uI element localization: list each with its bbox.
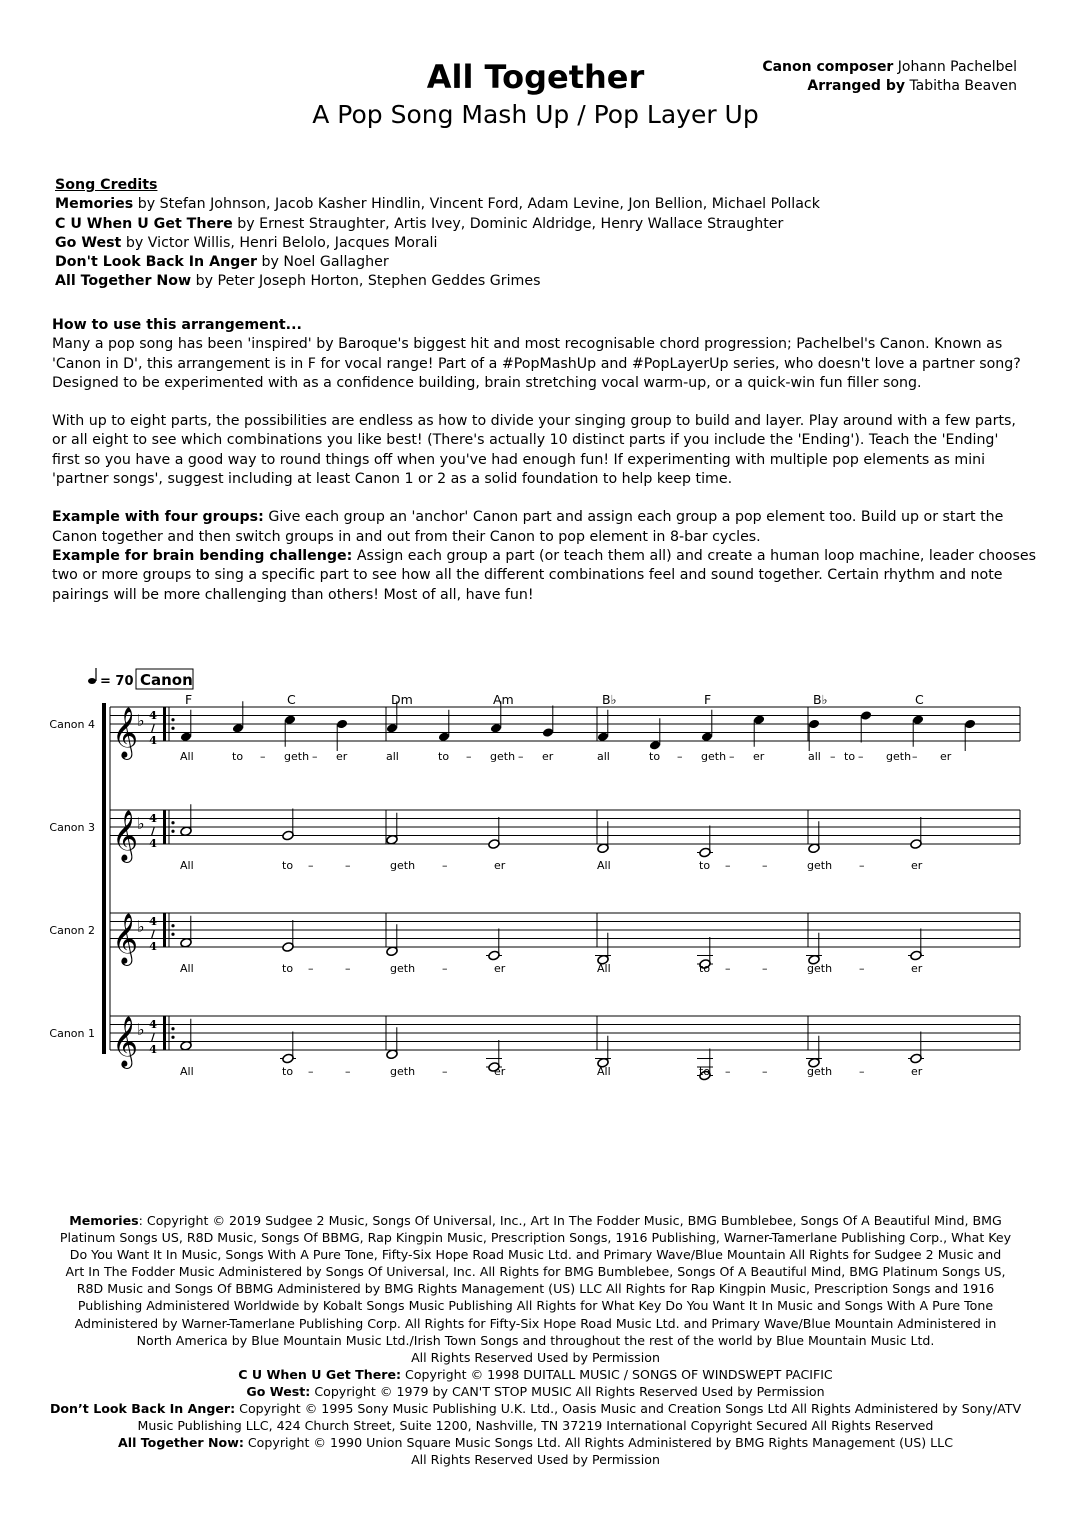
half-note <box>282 809 294 841</box>
copyright-text: Copyright © 1990 Union Square Music Songs Ltd. All Rights Administered by BMG Rights Management (US) LLC <box>243 1435 953 1451</box>
time-signature: 4/4 <box>146 1017 160 1055</box>
copyright-text: Administered by Warner-Tamerlane Publishing Corp. All Rights for Fifty-Six Hope Road Music Ltd. and Primary Wave/Blue Mountain Administered in <box>74 1315 997 1331</box>
lyric-syllable: – <box>308 859 314 872</box>
lyric-syllable: – <box>466 750 472 763</box>
copyright-line <box>0 1451 1071 1468</box>
song-credits-heading: Song Credits <box>55 177 158 193</box>
lyric-syllable: geth <box>390 962 416 975</box>
page-subtitle: A Pop Song Mash Up / Pop Layer Up <box>312 100 759 129</box>
copyright-line <box>0 1280 1071 1297</box>
repeat-dot <box>171 924 174 927</box>
lyric-syllable: geth <box>701 750 727 763</box>
arranger-name: Tabitha Beaven <box>909 78 1017 94</box>
lyric-syllable: – <box>859 962 865 975</box>
repeat-dot <box>171 933 174 936</box>
quarter-note <box>180 710 192 742</box>
lyric-syllable: – <box>762 962 768 975</box>
lyric-syllable: – <box>442 1065 448 1078</box>
copyright-line <box>0 1434 1071 1451</box>
copyright-text: R8D Music and Songs Of BBMG Administered by BMG Rights Management (US) LLC All Rights for Rap Kingpin Music, Prescription Songs and 1916 <box>76 1281 995 1297</box>
part-name: Canon 3 <box>49 821 95 834</box>
song-credit-item <box>55 195 820 214</box>
quarter-note <box>808 719 820 751</box>
lyric-syllable: to <box>699 859 711 872</box>
chord-symbol: C <box>287 692 296 707</box>
text-line <box>52 586 1036 605</box>
lyric-syllable: – <box>345 962 351 975</box>
lyric-syllable: er <box>494 859 506 872</box>
text-line: 'partner songs', suggest including at least Canon 1 or 2 as a solid foundation to help keep time. <box>52 471 733 488</box>
lyric-syllable: to <box>438 750 450 763</box>
composer-credits <box>762 58 1017 96</box>
copyright-text: North America by Blue Mountain Music Ltd./Irish Town Songs and throughout the rest of the world by Blue Mountain Music Ltd. <box>136 1332 935 1348</box>
lyric-syllable: to <box>282 962 294 975</box>
lyric-syllable: er <box>494 1065 506 1078</box>
staff-canon-3 <box>49 804 1020 872</box>
song-name: Go West <box>55 234 122 251</box>
lyric-syllable: to <box>282 859 294 872</box>
half-note <box>386 1027 398 1059</box>
copyright-line <box>0 1229 1071 1246</box>
song-credit-item <box>55 272 820 291</box>
copyright-line <box>0 1263 1071 1280</box>
example-four-groups <box>52 508 1036 547</box>
quarter-note <box>232 701 244 733</box>
staff-canon-2 <box>49 913 1020 975</box>
treble-clef-icon: 𝄞 <box>112 707 139 758</box>
copyright-text: Music Publishing LLC, 424 Church Street, Suite 1200, Nashville, TN 37219 International Copyright Secured All Rights Reserved <box>137 1418 934 1434</box>
lyric-syllable: – <box>308 962 314 975</box>
quarter-note <box>284 714 296 746</box>
copyright-text: All Rights Reserved Used by Permission <box>411 1349 660 1365</box>
copyright-text: Copyright © 1998 DUITALL MUSIC / SONGS OF WINDSWEPT PACIFIC <box>401 1366 833 1382</box>
quarter-note <box>597 710 609 742</box>
repeat-barline <box>163 913 166 947</box>
part-name: Canon 2 <box>49 924 95 937</box>
copyright-line <box>0 1315 1071 1332</box>
page-title: All Together <box>426 58 645 96</box>
lyric-syllable: geth <box>390 859 416 872</box>
example-brain-bending <box>52 547 1036 605</box>
quarter-note <box>649 718 661 750</box>
half-note <box>808 821 820 853</box>
text-line <box>52 566 1036 585</box>
copyright-text: : Copyright © 2019 Sudgee 2 Music, Songs Of Universal, Inc., Art In The Fodder Music, BMG Bumblebee, Songs Of A Beautiful Mind, BMG <box>138 1213 1002 1228</box>
quarter-note <box>701 710 713 742</box>
song-name: C U When U Get There <box>55 215 233 232</box>
lyric-syllable: er <box>911 859 923 872</box>
repeat-barline <box>163 1016 166 1050</box>
half-note <box>908 1032 924 1064</box>
text-line: Many a pop song has been 'inspired' by Baroque's biggest hit and most recognisable chord progression; Pachelbel's Canon. Known as <box>52 336 1003 353</box>
lyric-syllable: – <box>260 750 266 763</box>
repeat-dot <box>171 718 174 721</box>
song-writers: by Ernest Straughter, Artis Ivey, Dominic Aldridge, Henry Wallace Straughter <box>232 215 784 232</box>
composer-label: Canon composer <box>762 59 894 75</box>
song-credit-item <box>55 215 820 234</box>
quarter-note <box>336 719 348 751</box>
copyright-song: Memories <box>69 1213 139 1228</box>
lyric-syllable: – <box>677 750 683 763</box>
song-writers: by Stefan Johnson, Jacob Kasher Hindlin, Vincent Ford, Adam Levine, Jon Bellion, Michael Pollack <box>133 196 820 213</box>
repeat-barline <box>163 810 166 844</box>
lyric-syllable: all <box>808 750 821 763</box>
half-note <box>908 929 924 961</box>
lyric-syllable: – <box>725 859 731 872</box>
flat-key-signature-icon: ♭ <box>137 711 145 730</box>
flat-key-signature-icon: ♭ <box>137 917 145 936</box>
lyric-syllable: – <box>345 859 351 872</box>
half-note <box>910 817 922 849</box>
part-name: Canon 4 <box>49 718 95 731</box>
song-name: All Together Now <box>55 273 192 290</box>
lyric-syllable: er <box>542 750 554 763</box>
lyric-syllable: All <box>180 962 194 975</box>
flat-key-signature-icon: ♭ <box>137 1020 145 1039</box>
repeat-barline <box>163 707 166 741</box>
part-name: Canon 1 <box>49 1027 95 1040</box>
chord-symbol: Am <box>493 692 514 707</box>
lyric-syllable: geth <box>807 962 833 975</box>
half-note <box>697 826 713 858</box>
lyric-syllable: – <box>762 859 768 872</box>
lyric-syllable: – <box>312 750 318 763</box>
text-line <box>52 547 1036 566</box>
repeat-dot <box>171 727 174 730</box>
treble-clef-icon: 𝄞 <box>112 810 139 861</box>
example-text: Canon together and then switch groups in and out from their Canon to pop element in 8-bar cycles. <box>52 528 761 545</box>
staff-canon-1 <box>49 1016 1020 1081</box>
quarter-note <box>912 714 924 746</box>
half-note <box>280 1032 296 1064</box>
copyright-line <box>0 1212 1071 1229</box>
half-note <box>282 920 294 952</box>
lyric-syllable: to <box>232 750 244 763</box>
example-text: two or more groups to sing a specific part to see how all the different combinations feel and sound together. Certain rhythm and note <box>52 567 1003 584</box>
lyric-syllable: all <box>386 750 399 763</box>
example-text: Give each group an 'anchor' Canon part and assign each group a pop element too. Build up or start the <box>263 509 1004 526</box>
quarter-note <box>964 719 976 751</box>
copyright-line <box>0 1400 1071 1417</box>
lyric-syllable: All <box>597 962 611 975</box>
example-label: Example for brain bending challenge: <box>52 547 353 564</box>
lyric-syllable: er <box>911 1065 923 1078</box>
half-note <box>488 817 500 849</box>
song-writers: by Victor Willis, Henri Belolo, Jacques Morali <box>121 234 438 251</box>
copyright-text: All Rights Reserved Used by Permission <box>411 1452 660 1468</box>
example-label: Example with four groups: <box>52 509 264 526</box>
lyric-syllable: geth <box>807 859 833 872</box>
lyric-syllable: geth <box>390 1065 416 1078</box>
quarter-note-icon <box>88 678 96 684</box>
song-name: Memories <box>55 196 134 213</box>
text-line: With up to eight parts, the possibilities are endless as how to divide your singing group to build and layer. Play around with a few parts, <box>52 413 1016 430</box>
copyright-line <box>0 1332 1071 1349</box>
copyright-line <box>0 1366 1071 1383</box>
lyric-syllable: – <box>859 1065 865 1078</box>
half-note <box>597 821 609 853</box>
lyric-syllable: er <box>336 750 348 763</box>
treble-clef-icon: 𝄞 <box>112 1016 139 1067</box>
lyric-syllable: geth <box>886 750 912 763</box>
time-signature: 4/4 <box>146 708 160 746</box>
lyric-syllable: – <box>442 962 448 975</box>
song-credit-item <box>55 253 820 272</box>
lyric-syllable: – <box>725 1065 731 1078</box>
how-to-heading: How to use this arrangement... <box>52 317 302 333</box>
half-note <box>180 1019 192 1051</box>
arranger-label: Arranged by <box>807 78 905 94</box>
lyric-syllable: geth <box>490 750 516 763</box>
half-note <box>180 916 192 948</box>
lyric-syllable: – <box>308 1065 314 1078</box>
lyric-syllable: to <box>699 1065 711 1078</box>
lyric-syllable: – <box>442 859 448 872</box>
lyric-syllable: – <box>830 750 836 763</box>
song-writers: by Peter Joseph Horton, Stephen Geddes Grimes <box>191 273 541 290</box>
treble-clef-icon: 𝄞 <box>112 913 139 964</box>
example-text: Assign each group a part (or teach them all) and create a human loop machine, leader chooses <box>352 547 1036 564</box>
text-line: or all eight to see which combinations you like best! (There's actually 10 distinct parts if you include the 'Ending'). Teach the 'Ending' <box>52 432 999 449</box>
song-credit-item <box>55 234 820 253</box>
tempo-marking: = 70 <box>100 674 134 689</box>
lyric-syllable: All <box>597 859 611 872</box>
repeat-dot <box>171 1036 174 1039</box>
lyric-syllable: er <box>753 750 765 763</box>
copyright-footer <box>0 1212 1071 1468</box>
lyric-syllable: er <box>911 962 923 975</box>
copyright-line <box>0 1246 1071 1263</box>
copyright-song: All Together Now: <box>118 1435 244 1451</box>
flat-key-signature-icon: ♭ <box>137 814 145 833</box>
chord-symbol: F <box>704 692 712 707</box>
chord-symbol: B♭ <box>813 692 828 707</box>
repeat-dot <box>171 830 174 833</box>
lyric-syllable: to <box>649 750 661 763</box>
rehearsal-mark: Canon <box>140 671 193 689</box>
lyric-syllable: to <box>282 1065 294 1078</box>
lyric-syllable: – <box>762 1065 768 1078</box>
copyright-line <box>0 1417 1071 1434</box>
music-score <box>0 660 1071 1100</box>
quarter-note <box>860 710 872 742</box>
lyric-syllable: to <box>699 962 711 975</box>
time-signature: 4/4 <box>146 914 160 952</box>
lyric-syllable: All <box>180 750 194 763</box>
half-note <box>180 804 192 836</box>
lyric-syllable: geth <box>284 750 310 763</box>
composer-name: Johann Pachelbel <box>897 59 1017 75</box>
copyright-line <box>0 1297 1071 1314</box>
time-signature: 4/4 <box>146 811 160 849</box>
quarter-note <box>438 710 450 742</box>
lyric-syllable: – <box>345 1065 351 1078</box>
half-note <box>486 929 502 961</box>
copyright-song: C U When U Get There: <box>238 1366 402 1382</box>
lyric-syllable: – <box>729 750 735 763</box>
staff-canon-4 <box>49 701 1020 763</box>
chord-symbol: C <box>915 692 924 707</box>
lyric-syllable: geth <box>807 1065 833 1078</box>
lyric-syllable: er <box>494 962 506 975</box>
copyright-text: Copyright © 1979 by CAN'T STOP MUSIC All Rights Reserved Used by Permission <box>310 1383 825 1399</box>
lyric-syllable: – <box>912 750 918 763</box>
example-text: pairings will be more challenging than others! Most of all, have fun! <box>52 586 534 603</box>
copyright-song: Don’t Look Back In Anger: <box>49 1401 236 1417</box>
text-line: first so you have a good way to round things off when you've had enough fun! If experimenting with multiple pop elements as mini <box>52 451 986 468</box>
lyric-syllable: All <box>180 859 194 872</box>
text-line <box>52 508 1036 527</box>
copyright-song: Go West: <box>246 1383 311 1399</box>
text-line: 'Canon in D', this arrangement is in F for vocal range! Part of a #PopMashUp and #PopLayerUp series, who doesn't love a partner song? <box>52 355 1021 372</box>
copyright-text: Do You Want It In Music, Songs With A Pure Tone, Fifty-Six Hope Road Music Ltd. and Primary Wave/Blue Mountain All Rights for Sudgee 2 Music and <box>69 1247 1002 1263</box>
lyric-syllable: – <box>859 859 865 872</box>
chord-symbol: Dm <box>391 692 413 707</box>
text-line: Designed to be experimented with as a confidence building, brain stretching vocal warm-up, or a quick-win fun filler song. <box>52 374 922 391</box>
quarter-note <box>753 714 765 746</box>
lyric-syllable: all <box>597 750 610 763</box>
chord-symbol: F <box>185 692 193 707</box>
copyright-text: Platinum Songs US, R8D Music, Songs Of BBMG, Rap Kingpin Music, Prescription Songs, 1916 Publishing, Warner-Tamerlane Publishing Corp., What Key <box>59 1230 1012 1246</box>
how-to-section <box>52 316 1036 605</box>
lyric-syllable: – <box>858 750 864 763</box>
copyright-line <box>0 1349 1071 1366</box>
repeat-dot <box>171 1027 174 1030</box>
half-note <box>386 924 398 956</box>
lyric-syllable: er <box>940 750 952 763</box>
lyric-syllable: – <box>518 750 524 763</box>
song-name: Don't Look Back In Anger <box>55 254 257 271</box>
howto-paragraph-2 <box>52 412 1036 489</box>
copyright-text: Art In The Fodder Music Administered by Songs Of Universal, Inc. All Rights for BMG Bumblebee, Songs Of A Beautiful Mind, BMG Platinum Songs US, <box>65 1264 1006 1280</box>
chord-symbol: B♭ <box>602 692 617 707</box>
copyright-text: Copyright © 1995 Sony Music Publishing U.K. Ltd., Oasis Music and Creation Songs Ltd All Rights Administered by Sony/ATV <box>235 1401 1022 1417</box>
copyright-line <box>0 1383 1071 1400</box>
lyric-syllable: – <box>725 962 731 975</box>
lyric-syllable: to <box>844 750 856 763</box>
copyright-text: Publishing Administered Worldwide by Kobalt Songs Music Publishing All Rights for What Key Do You Want It In Music and Songs With A Pure Tone <box>77 1298 994 1314</box>
song-credits <box>55 176 820 292</box>
text-line <box>52 528 1036 547</box>
lyric-syllable: All <box>597 1065 611 1078</box>
quarter-note <box>542 706 554 738</box>
half-note <box>386 813 398 845</box>
howto-paragraph-1 <box>52 335 1036 393</box>
repeat-dot <box>171 821 174 824</box>
lyric-syllable: All <box>180 1065 194 1078</box>
song-writers: by Noel Gallagher <box>256 254 389 271</box>
